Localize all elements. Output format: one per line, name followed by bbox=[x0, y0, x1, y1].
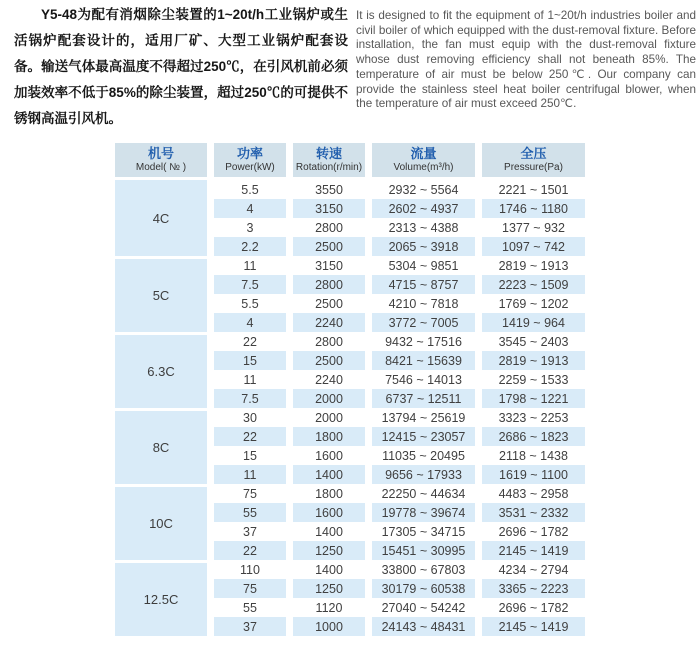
data-cell: 2800 bbox=[293, 275, 365, 294]
data-cell: 5304 ~ 9851 bbox=[372, 256, 475, 275]
data-cell: 2819 ~ 1913 bbox=[482, 351, 585, 370]
data-cell: 8421 ~ 15639 bbox=[372, 351, 475, 370]
data-cell: 17305 ~ 34715 bbox=[372, 522, 475, 541]
header-cell bbox=[214, 143, 286, 177]
fan-spec-table bbox=[115, 143, 585, 636]
data-cell: 7546 ~ 14013 bbox=[372, 370, 475, 389]
header-label-zh: 机号 bbox=[147, 146, 174, 161]
data-cell: 1419 ~ 964 bbox=[482, 313, 585, 332]
data-cell: 2696 ~ 1782 bbox=[482, 598, 585, 617]
data-cell: 2500 bbox=[293, 237, 365, 256]
data-cell: 2000 bbox=[293, 389, 365, 408]
data-cell: 1400 bbox=[293, 465, 365, 484]
data-cell: 1600 bbox=[293, 446, 365, 465]
data-cell: 11 bbox=[214, 465, 286, 484]
header-label-en: Pressure(Pa) bbox=[504, 162, 563, 173]
data-cell: 2313 ~ 4388 bbox=[372, 218, 475, 237]
data-cell: 24143 ~ 48431 bbox=[372, 617, 475, 636]
data-cell: 3 bbox=[214, 218, 286, 237]
data-cell: 11 bbox=[214, 370, 286, 389]
table-header bbox=[115, 143, 585, 177]
data-cell: 4210 ~ 7818 bbox=[372, 294, 475, 313]
data-cell: 2240 bbox=[293, 313, 365, 332]
data-cell: 2223 ~ 1509 bbox=[482, 275, 585, 294]
data-cell: 30 bbox=[214, 408, 286, 427]
data-cell: 3365 ~ 2223 bbox=[482, 579, 585, 598]
header-label-zh: 流量 bbox=[410, 146, 437, 161]
data-cell: 7.5 bbox=[214, 389, 286, 408]
data-cell: 1619 ~ 1100 bbox=[482, 465, 585, 484]
data-cell: 19778 ~ 39674 bbox=[372, 503, 475, 522]
data-cell: 22 bbox=[214, 332, 286, 351]
header-cell bbox=[482, 143, 585, 177]
data-cell: 15451 ~ 30995 bbox=[372, 541, 475, 560]
data-cell: 1097 ~ 742 bbox=[482, 237, 585, 256]
data-cell: 4234 ~ 2794 bbox=[482, 560, 585, 579]
data-cell: 15 bbox=[214, 446, 286, 465]
header-label-zh: 转速 bbox=[315, 146, 342, 161]
data-cell: 3545 ~ 2403 bbox=[482, 332, 585, 351]
model-cell: 5C bbox=[115, 256, 207, 332]
data-cell: 1746 ~ 1180 bbox=[482, 199, 585, 218]
data-cell: 1250 bbox=[293, 579, 365, 598]
data-cell: 1769 ~ 1202 bbox=[482, 294, 585, 313]
data-cell: 2000 bbox=[293, 408, 365, 427]
data-cell: 75 bbox=[214, 484, 286, 503]
data-cell: 12415 ~ 23057 bbox=[372, 427, 475, 446]
data-cell: 1400 bbox=[293, 522, 365, 541]
header-label-en: Rotation(r/min) bbox=[295, 162, 363, 173]
data-cell: 55 bbox=[214, 598, 286, 617]
data-cell: 2145 ~ 1419 bbox=[482, 617, 585, 636]
data-cell: 2.2 bbox=[214, 237, 286, 256]
data-cell: 5.5 bbox=[214, 294, 286, 313]
data-cell: 27040 ~ 54242 bbox=[372, 598, 475, 617]
data-cell: 3150 bbox=[293, 199, 365, 218]
model-cell: 12.5C bbox=[115, 560, 207, 636]
data-cell: 2221 ~ 1501 bbox=[482, 180, 585, 199]
header-cell bbox=[372, 143, 475, 177]
data-cell: 30179 ~ 60538 bbox=[372, 579, 475, 598]
data-cell: 2240 bbox=[293, 370, 365, 389]
data-cell: 3550 bbox=[293, 180, 365, 199]
data-cell: 110 bbox=[214, 560, 286, 579]
header-cell bbox=[115, 143, 207, 177]
data-cell: 75 bbox=[214, 579, 286, 598]
data-cell: 22250 ~ 44634 bbox=[372, 484, 475, 503]
model-cell: 8C bbox=[115, 408, 207, 484]
data-cell: 4483 ~ 2958 bbox=[482, 484, 585, 503]
intro-paragraph-english: It is designed to fit the equipment of 1~20t/h industries boiler and civil boiler of which equipped with the dust-removal fixture. Before installation, the fan must equip with the dust-removal fixture whose dust removing efficiency shall not beneath 85%. The temperature of air must be below 250℃. Our company can provide the stainless steel heat boiler centrifugal blower, when the temperature of air must exceed 250℃. bbox=[356, 9, 696, 111]
data-cell: 13794 ~ 25619 bbox=[372, 408, 475, 427]
data-cell: 4715 ~ 8757 bbox=[372, 275, 475, 294]
data-cell: 3772 ~ 7005 bbox=[372, 313, 475, 332]
data-cell: 1798 ~ 1221 bbox=[482, 389, 585, 408]
data-cell: 2602 ~ 4937 bbox=[372, 199, 475, 218]
data-cell: 2065 ~ 3918 bbox=[372, 237, 475, 256]
data-cell: 22 bbox=[214, 541, 286, 560]
data-cell: 3323 ~ 2253 bbox=[482, 408, 585, 427]
data-cell: 37 bbox=[214, 617, 286, 636]
data-cell: 2819 ~ 1913 bbox=[482, 256, 585, 275]
header-label-en: Model( № ) bbox=[135, 162, 187, 173]
data-cell: 1800 bbox=[293, 427, 365, 446]
data-cell: 15 bbox=[214, 351, 286, 370]
data-cell: 2800 bbox=[293, 332, 365, 351]
data-cell: 3531 ~ 2332 bbox=[482, 503, 585, 522]
model-cell: 6.3C bbox=[115, 332, 207, 408]
data-cell: 1377 ~ 932 bbox=[482, 218, 585, 237]
table-body bbox=[115, 180, 585, 636]
data-cell: 6737 ~ 12511 bbox=[372, 389, 475, 408]
data-cell: 2145 ~ 1419 bbox=[482, 541, 585, 560]
data-cell: 2500 bbox=[293, 351, 365, 370]
data-cell: 9432 ~ 17516 bbox=[372, 332, 475, 351]
data-cell: 9656 ~ 17933 bbox=[372, 465, 475, 484]
data-cell: 1600 bbox=[293, 503, 365, 522]
data-cell: 2686 ~ 1823 bbox=[482, 427, 585, 446]
data-cell: 1120 bbox=[293, 598, 365, 617]
model-cell: 4C bbox=[115, 180, 207, 256]
data-cell: 2932 ~ 5564 bbox=[372, 180, 475, 199]
data-cell: 1400 bbox=[293, 560, 365, 579]
model-cell: 10C bbox=[115, 484, 207, 560]
data-cell: 5.5 bbox=[214, 180, 286, 199]
header-label-en: Power(kW) bbox=[225, 162, 275, 173]
intro-paragraph-chinese: Y5-48为配有消烟除尘装置的1~20t/h工业锅炉或生活锅炉配套设计的，适用厂矿、大型工业锅炉配套设备。输送气体最高温度不得超过250℃，在引风机前必须加装效率不低于85%的除尘装置，超过250℃的可提供不锈钢高温引风机。 bbox=[14, 7, 348, 126]
data-cell: 22 bbox=[214, 427, 286, 446]
data-cell: 37 bbox=[214, 522, 286, 541]
data-cell: 4 bbox=[214, 313, 286, 332]
data-cell: 2696 ~ 1782 bbox=[482, 522, 585, 541]
data-cell: 55 bbox=[214, 503, 286, 522]
data-cell: 2259 ~ 1533 bbox=[482, 370, 585, 389]
data-cell: 2500 bbox=[293, 294, 365, 313]
data-cell: 3150 bbox=[293, 256, 365, 275]
data-cell: 33800 ~ 67803 bbox=[372, 560, 475, 579]
header-label-zh: 功率 bbox=[236, 146, 263, 161]
data-cell: 1800 bbox=[293, 484, 365, 503]
header-label-zh: 全压 bbox=[520, 146, 547, 161]
data-cell: 2800 bbox=[293, 218, 365, 237]
data-cell: 11035 ~ 20495 bbox=[372, 446, 475, 465]
data-cell: 1000 bbox=[293, 617, 365, 636]
data-cell: 4 bbox=[214, 199, 286, 218]
header-cell bbox=[293, 143, 365, 177]
data-cell: 7.5 bbox=[214, 275, 286, 294]
data-cell: 11 bbox=[214, 256, 286, 275]
header-label-en: Volume(m³/h) bbox=[393, 162, 454, 173]
data-cell: 1250 bbox=[293, 541, 365, 560]
data-cell: 2118 ~ 1438 bbox=[482, 446, 585, 465]
